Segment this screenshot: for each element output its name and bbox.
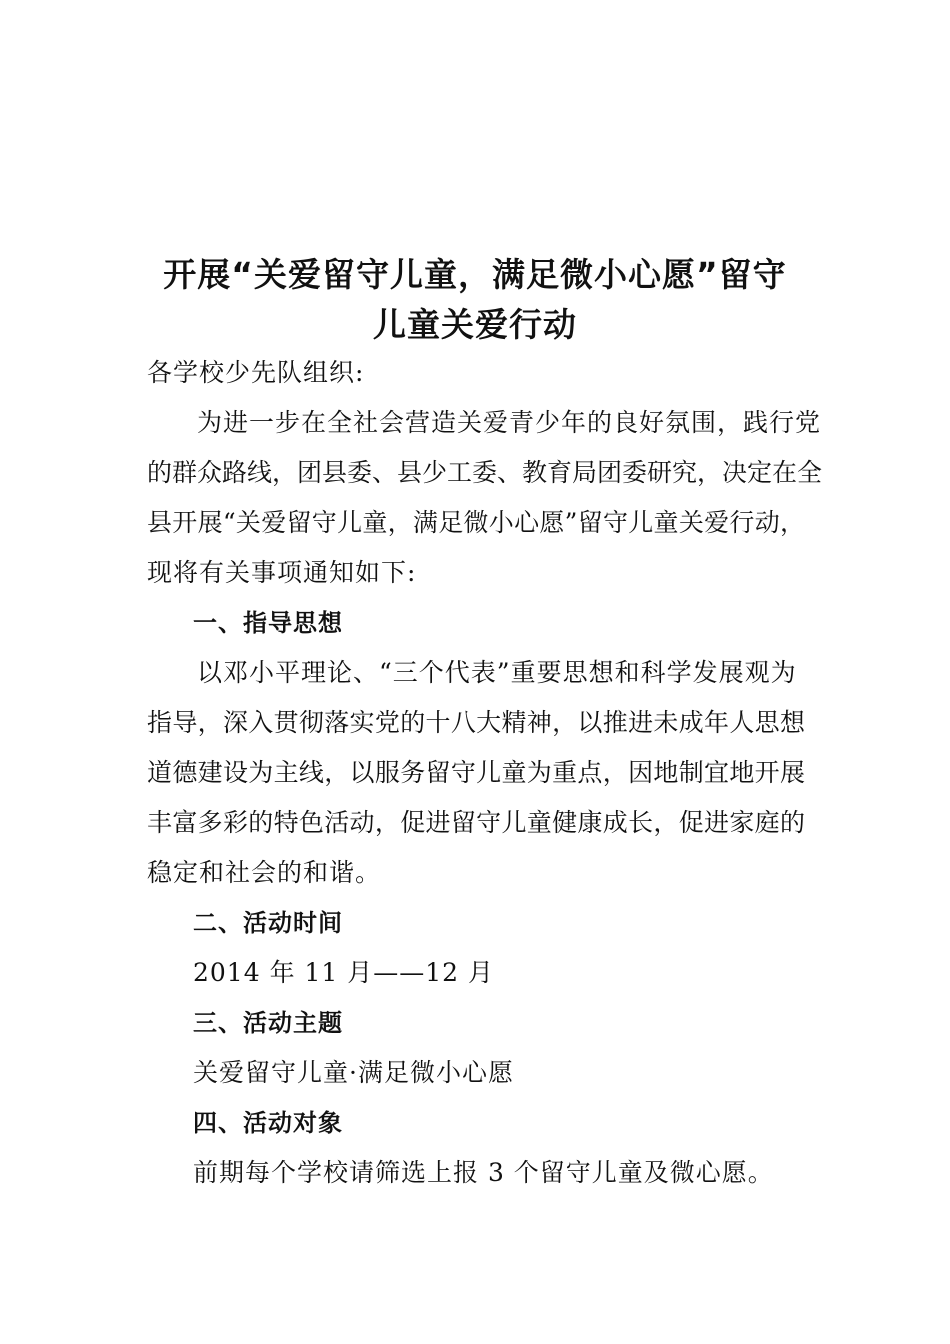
activity-theme-text: 关爱留守儿童·满足微小心愿 [193,1058,514,1087]
intro-line-2: 的群众路线，团县委、县少工委、教育局团委研究，决定在全 [147,458,823,487]
intro-line-3: 县开展“关爱留守儿童，满足微小心愿”留守儿童关爱行动， [147,508,805,537]
section-heading-activity-target: 四、活动对象 [193,1109,343,1137]
section-1-line-3: 道德建设为主线，以服务留守儿童为重点，因地制宜地开展 [147,758,805,787]
activity-target-text: 前期每个学校请筛选上报 3 个留守儿童及微心愿。 [193,1158,774,1187]
section-1-line-1: 以邓小平理论、“三个代表”重要思想和科学发展观为 [197,658,797,687]
intro-line-4: 现将有关事项通知如下: [147,558,417,587]
section-1-line-4: 丰富多彩的特色活动，促进留守儿童健康成长，促进家庭的 [147,808,805,837]
section-heading-activity-theme: 三、活动主题 [193,1009,343,1037]
section-1-line-2: 指导，深入贯彻落实党的十八大精神，以推进未成年人思想 [147,708,805,737]
section-1-line-5: 稳定和社会的和谐。 [147,858,382,887]
intro-line-1: 为进一步在全社会营造关爱青少年的良好氛围，践行党 [197,408,822,437]
salutation: 各学校少先队组织: [147,358,365,387]
activity-time-text: 2014 年 11 月——12 月 [193,958,495,987]
document-title-line-2: 儿童关爱行动 [373,305,577,344]
section-heading-activity-time: 二、活动时间 [193,909,343,937]
section-heading-guiding-ideology: 一、指导思想 [193,609,343,637]
document-title-line-1: 开展“关爱留守儿童，满足微小心愿”留守 [163,255,787,294]
